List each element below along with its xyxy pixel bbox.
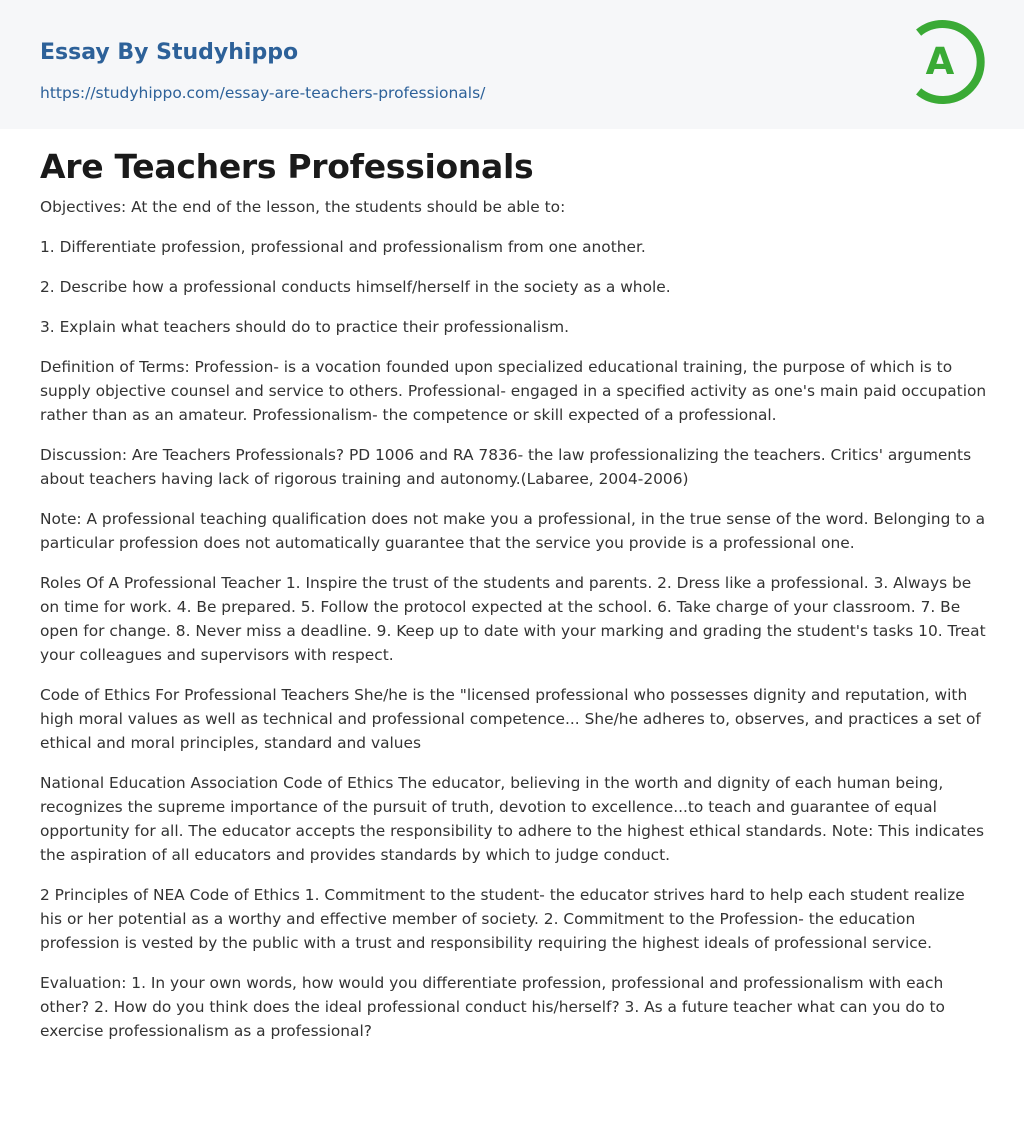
paragraph-objectives: Objectives: At the end of the lesson, the students should be able to: xyxy=(40,198,566,216)
page-title: Are Teachers Professionals xyxy=(40,147,534,186)
article xyxy=(40,143,990,1059)
paragraph-discussion: Discussion: Are Teachers Professionals? PD 1006 and RA 7836- the law professionalizing the teachers. Critics' arguments about teachers having lack of rigorous training and autonomy.(Labaree, 2004-2006) xyxy=(40,446,972,488)
paragraph-code-of-ethics: Code of Ethics For Professional Teachers She/he is the "licensed professional who possesses dignity and reputation, with high moral values as well as technical and professional competence... She/he adheres to, observes, and practices a set of ethical and moral principles, standard and values xyxy=(40,686,981,752)
paragraph-note: Note: A professional teaching qualification does not make you a professional, in the true sense of the word. Belonging to a particular profession does not automatically guarantee that the service you provide is a professional one. xyxy=(40,510,986,552)
paragraph-definitions: Definition of Terms: Profession- is a vocation founded upon specialized educational training, the purpose of which is to supply objective counsel and service to others. Professional- engaged in a specified activity as one's main paid occupation rather than as an amateur. Professionalism- the competence or skill expected of a professional. xyxy=(40,358,987,424)
paragraph-objective-3: 3. Explain what teachers should do to practice their professionalism. xyxy=(40,318,569,336)
essay-url-link[interactable]: https://studyhippo.com/essay-are-teachers-professionals/ xyxy=(40,84,486,102)
paragraph-objective-1: 1. Differentiate profession, professional and professionalism from one another. xyxy=(40,238,646,256)
paragraph-roles: Roles Of A Professional Teacher 1. Inspire the trust of the students and parents. 2. Dress like a professional. 3. Always be on time for work. 4. Be prepared. 5. Follow the protocol expected at the school. 6. Take charge of your classroom. 7. Be open for change. 8. Never miss a deadline. 9. Keep up to date with your marking and grading the student's tasks 10. Treat your colleagues and supervisors with respect. xyxy=(40,574,986,664)
site-header xyxy=(0,0,1024,129)
paragraph-objective-2: 2. Describe how a professional conducts himself/herself in the society as a whole. xyxy=(40,278,671,296)
site-brand[interactable]: Essay By Studyhippo xyxy=(40,40,299,65)
paragraph-nea-principles: 2 Principles of NEA Code of Ethics 1. Commitment to the student- the educator strives hard to help each student realize his or her potential as a worthy and effective member of society. 2. Commitment to the Profession- the education profession is vested by the public with a trust and responsibility requiring the highest ideals of professional service. xyxy=(40,886,965,952)
studyhippo-logo-icon[interactable] xyxy=(910,18,988,106)
logo-letter: A xyxy=(925,40,955,83)
paragraph-evaluation: Evaluation: 1. In your own words, how would you differentiate profession, professional and professionalism with each other? 2. How do you think does the ideal professional conduct his/herself? 3. As a future teacher what can you do to exercise professionalism as a professional? xyxy=(40,974,945,1040)
paragraph-nea-code: National Education Association Code of Ethics The educator, believing in the worth and dignity of each human being, recognizes the supreme importance of the pursuit of truth, devotion to excellence...to teach and guarantee of equal opportunity for all. The educator accepts the responsibility to adhere to the highest ethical standards. Note: This indicates the aspiration of all educators and provides standards by which to judge conduct. xyxy=(40,774,985,864)
